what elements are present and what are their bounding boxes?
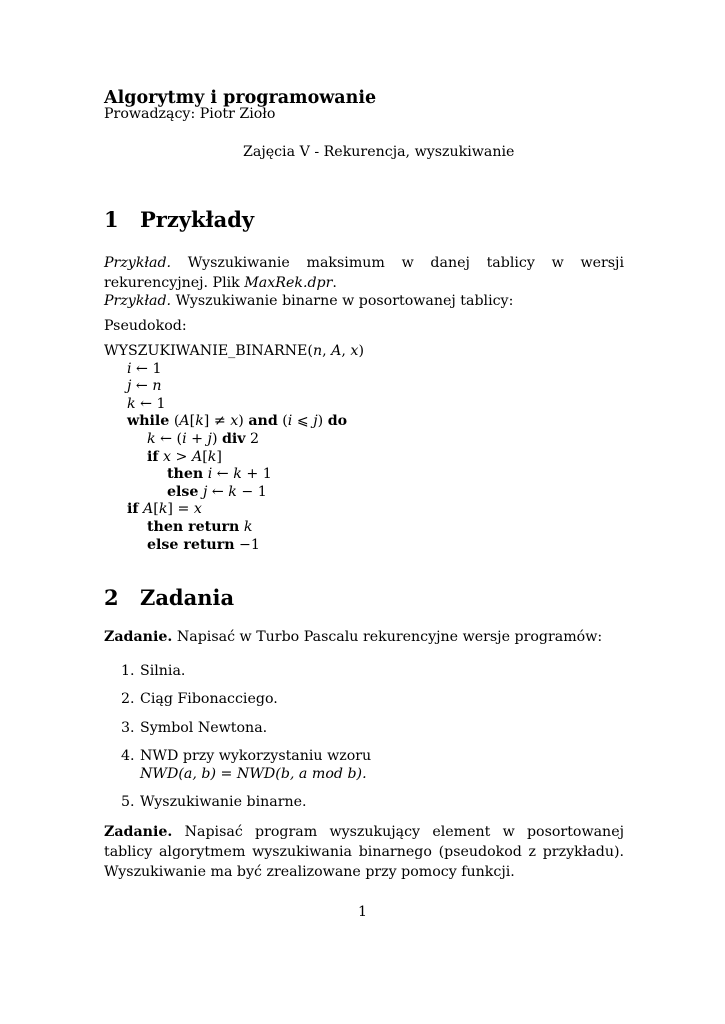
list-item: 4. NWD przy wykorzystaniu wzoru <box>121 748 372 764</box>
pseudocode-line: else return −1 <box>147 536 260 553</box>
section-heading-1 <box>104 207 254 232</box>
session-title: Zajęcia V - Rekurencja, wyszukiwanie <box>243 144 515 160</box>
example-file: MaxRek.dpr <box>244 275 333 291</box>
list-item: 1. Silnia. <box>121 663 186 679</box>
example-end: . <box>332 275 337 291</box>
pseudocode-line: i ← 1 <box>127 360 162 377</box>
pseudocode-line: else j ← k − 1 <box>167 483 267 500</box>
task-label: Zadanie. <box>104 824 173 840</box>
task-text: Napisać w Turbo Pascalu rekurencyjne wersje programów: <box>172 629 603 645</box>
pseudocode-line: k ← (i + j) div 2 <box>147 431 260 447</box>
list-item: 3. Symbol Newtona. <box>121 720 268 736</box>
pseudocode-line: k ← 1 <box>127 395 166 412</box>
task-text: Napisać program wyszukujący element w posortowanej tablicy algorytmem wyszukiwania binarnego (pseudokod z przykładu). Wyszukiwanie ma być zrealizowane przy pomocy funkcji. <box>104 824 624 880</box>
section-number: 2 <box>104 585 119 610</box>
example-2 <box>104 293 513 311</box>
section-title: Zadania <box>140 585 235 610</box>
task-label: Zadanie. <box>104 629 173 645</box>
lecturer: Prowadzący: Piotr Zioło <box>104 106 276 122</box>
pseudocode-line: if A[k] = x <box>127 501 202 518</box>
example-text: Wyszukiwanie binarne w posortowanej tablicy: <box>171 293 514 309</box>
section-heading-2 <box>104 585 234 610</box>
nwd-formula: NWD(a, b) = NWD(b, a mod b). <box>140 766 367 782</box>
pseudocode-line: if x > A[k] <box>147 448 222 465</box>
example-label: Przykład. <box>104 293 172 309</box>
course-title: Algorytmy i programowanie <box>104 88 377 108</box>
task-2 <box>104 822 624 882</box>
pseudocode-line: then i ← k + 1 <box>167 466 272 483</box>
pseudocode-label: Pseudokod: <box>104 318 187 334</box>
pseudocode-line: then return k <box>147 519 253 535</box>
example-1 <box>104 253 624 293</box>
list-item: 5. Wyszukiwanie binarne. <box>121 794 307 810</box>
section-number: 1 <box>104 207 119 232</box>
page-number: 1 <box>358 904 368 920</box>
pseudocode-line: j ← n <box>127 378 162 395</box>
section-title: Przykłady <box>140 207 255 232</box>
example-text: Wyszukiwanie maksimum w danej tablicy w wersji rekurencyjnej. Plik <box>104 255 624 291</box>
task-1 <box>104 629 602 647</box>
pseudocode-line: WYSZUKIWANIE_BINARNE(n, A, x) <box>104 343 364 359</box>
example-label: Przykład. <box>104 255 172 271</box>
list-item: 2. Ciąg Fibonacciego. <box>121 691 278 707</box>
pseudocode-line: while (A[k] ≠ x) and (i ⩽ j) do <box>127 413 348 430</box>
